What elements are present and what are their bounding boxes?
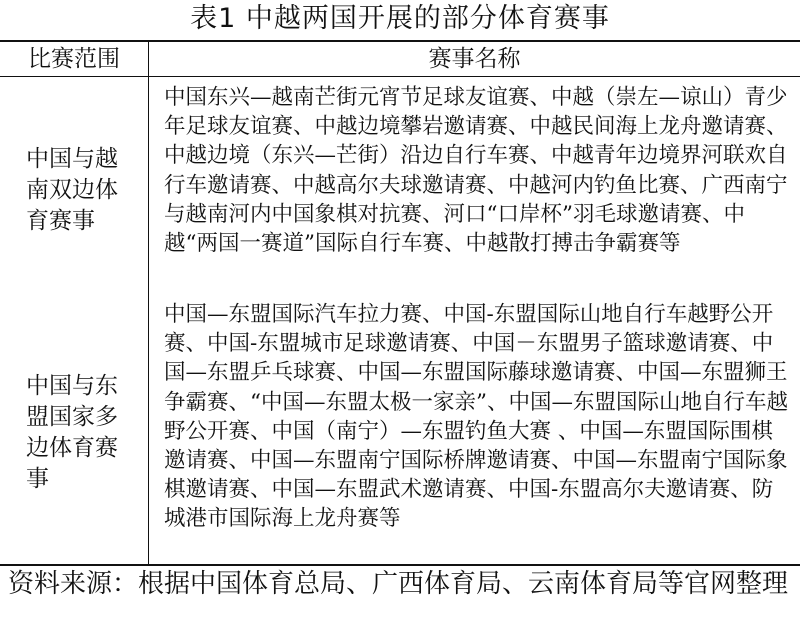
row-events-bilateral: 中国东兴—越南芒街元宵节足球友谊赛、中越（崇左—谅山）青少年足球友谊赛、中越边境攀岩邀请赛、中越民间海上龙舟邀请赛、中越边境（东兴—芒街）沿边自行车赛、中越青年边境界河联欢自行车邀请赛、中越高尔夫球邀请赛、中越河内钓鱼比赛、广西南宁与越南河内中国象棋对抗赛、河口“口岸杯”羽毛球邀请赛、中越“两国一赛道”国际自行车赛、中越散打搏击争霸赛等 — [164, 85, 788, 257]
header-scope: 比赛范围 — [28, 46, 120, 72]
bottom-rule — [0, 564, 800, 566]
source-note: 资料来源：根据中国体育总局、广西体育局、云南体育局等官网整理 — [8, 569, 789, 599]
row-events-multilateral: 中国—东盟国际汽车拉力赛、中国-东盟国际山地自行车越野公开赛、中国-东盟城市足球邀请赛、中国－东盟男子篮球邀请赛、中国—东盟乒乓球赛、中国—东盟国际藤球邀请赛、中国—东盟狮王争霸赛、“中国—东盟太极一家亲”、中国—东盟国际山地自行车越野公开赛、中国（南宁）—东盟钓鱼大赛 、中国—东盟国际围棋邀请赛、中国—东盟南宁国际桥牌邀请赛、中国—东盟南宁国际象棋邀请赛、中国—东盟武术邀请赛、中国-东盟高尔夫邀请赛、防城港市国际海上龙舟赛等 — [164, 302, 788, 532]
row-category-bilateral: 中国与越南双边体育赛事 — [26, 146, 118, 234]
table-title: 表1 中越两国开展的部分体育赛事 — [190, 3, 610, 34]
header-event-name: 赛事名称 — [428, 46, 521, 72]
row-category-multilateral: 中国与东盟国家多边体育赛事 — [26, 373, 118, 492]
header-rule — [0, 76, 800, 77]
column-divider — [148, 42, 149, 564]
